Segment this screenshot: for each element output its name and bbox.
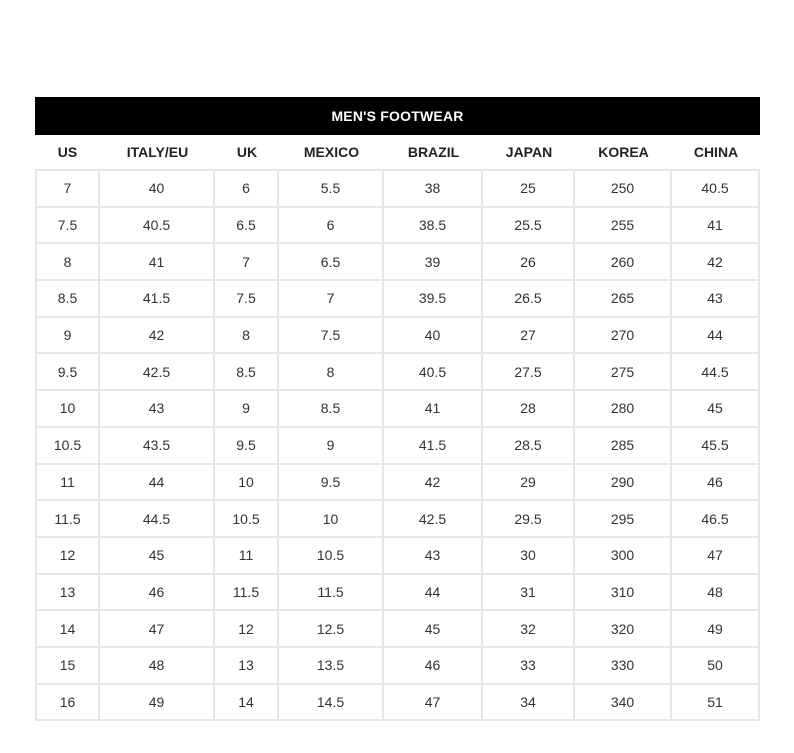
cell-china: 49 (672, 611, 760, 648)
cell-brazil: 39.5 (384, 281, 483, 318)
cell-uk: 11.5 (215, 575, 279, 612)
cell-mexico: 14.5 (279, 685, 384, 722)
cell-brazil: 46 (384, 648, 483, 685)
cell-brazil: 39 (384, 244, 483, 281)
cell-us: 8.5 (35, 281, 100, 318)
cell-china: 42 (672, 244, 760, 281)
cell-brazil: 41.5 (384, 428, 483, 465)
cell-brazil: 47 (384, 685, 483, 722)
header-italy-eu: ITALY/EU (126, 144, 189, 160)
cell-mexico: 13.5 (279, 648, 384, 685)
header-korea: KOREA (598, 144, 649, 160)
cell-china: 46 (672, 465, 760, 502)
cell-us: 11 (35, 465, 100, 502)
cell-brazil: 41 (384, 391, 483, 428)
cell-brazil: 38 (384, 169, 483, 208)
cell-korea: 290 (575, 465, 672, 502)
cell-mexico: 12.5 (279, 611, 384, 648)
cell-brazil: 40 (384, 318, 483, 355)
table-row (35, 538, 760, 575)
cell-china: 45.5 (672, 428, 760, 465)
cell-mexico: 5.5 (279, 169, 384, 208)
cell-italy-eu: 44.5 (100, 501, 215, 538)
cell-brazil: 45 (384, 611, 483, 648)
table-row (35, 281, 760, 318)
cell-china: 48 (672, 575, 760, 612)
cell-china: 40.5 (672, 169, 760, 208)
cell-italy-eu: 42.5 (100, 354, 215, 391)
cell-uk: 10 (215, 465, 279, 502)
cell-mexico: 6 (279, 208, 384, 245)
cell-italy-eu: 49 (100, 685, 215, 722)
cell-china: 47 (672, 538, 760, 575)
cell-korea: 285 (575, 428, 672, 465)
cell-china: 45 (672, 391, 760, 428)
cell-brazil: 42 (384, 465, 483, 502)
cell-italy-eu: 48 (100, 648, 215, 685)
cell-uk: 9 (215, 391, 279, 428)
cell-japan: 25.5 (483, 208, 575, 245)
cell-us: 14 (35, 611, 100, 648)
size-rows (35, 169, 760, 721)
size-table (35, 135, 760, 721)
cell-mexico: 10 (279, 501, 384, 538)
cell-japan: 30 (483, 538, 575, 575)
cell-italy-eu: 44 (100, 465, 215, 502)
cell-us: 11.5 (35, 501, 100, 538)
cell-us: 16 (35, 685, 100, 722)
cell-uk: 14 (215, 685, 279, 722)
table-row (35, 465, 760, 502)
cell-brazil: 40.5 (384, 354, 483, 391)
cell-mexico: 9 (279, 428, 384, 465)
cell-uk: 10.5 (215, 501, 279, 538)
chart-title: MEN'S FOOTWEAR (35, 97, 760, 135)
cell-japan: 27 (483, 318, 575, 355)
cell-japan: 28.5 (483, 428, 575, 465)
cell-mexico: 6.5 (279, 244, 384, 281)
cell-italy-eu: 43.5 (100, 428, 215, 465)
cell-us: 9.5 (35, 354, 100, 391)
cell-uk: 11 (215, 538, 279, 575)
cell-us: 9 (35, 318, 100, 355)
header-japan: JAPAN (505, 144, 553, 160)
table-row (35, 685, 760, 722)
cell-us: 12 (35, 538, 100, 575)
cell-uk: 6.5 (215, 208, 279, 245)
cell-korea: 260 (575, 244, 672, 281)
cell-mexico: 9.5 (279, 465, 384, 502)
table-row (35, 208, 760, 245)
header-us: US (57, 144, 78, 160)
cell-japan: 29.5 (483, 501, 575, 538)
table-row (35, 648, 760, 685)
cell-us: 7.5 (35, 208, 100, 245)
cell-korea: 300 (575, 538, 672, 575)
cell-korea: 295 (575, 501, 672, 538)
cell-uk: 7 (215, 244, 279, 281)
cell-uk: 8 (215, 318, 279, 355)
cell-china: 44.5 (672, 354, 760, 391)
cell-china: 51 (672, 685, 760, 722)
cell-uk: 8.5 (215, 354, 279, 391)
cell-us: 13 (35, 575, 100, 612)
table-row (35, 428, 760, 465)
size-chart (35, 97, 760, 721)
cell-china: 44 (672, 318, 760, 355)
cell-italy-eu: 43 (100, 391, 215, 428)
cell-japan: 29 (483, 465, 575, 502)
cell-japan: 32 (483, 611, 575, 648)
cell-korea: 340 (575, 685, 672, 722)
header-uk: UK (236, 144, 258, 160)
cell-italy-eu: 41.5 (100, 281, 215, 318)
cell-mexico: 10.5 (279, 538, 384, 575)
cell-italy-eu: 40.5 (100, 208, 215, 245)
table-row (35, 575, 760, 612)
cell-italy-eu: 45 (100, 538, 215, 575)
cell-korea: 265 (575, 281, 672, 318)
cell-italy-eu: 41 (100, 244, 215, 281)
cell-mexico: 7 (279, 281, 384, 318)
cell-japan: 26 (483, 244, 575, 281)
cell-japan: 27.5 (483, 354, 575, 391)
cell-brazil: 43 (384, 538, 483, 575)
cell-italy-eu: 47 (100, 611, 215, 648)
cell-brazil: 38.5 (384, 208, 483, 245)
table-row (35, 354, 760, 391)
cell-us: 8 (35, 244, 100, 281)
cell-us: 15 (35, 648, 100, 685)
cell-korea: 270 (575, 318, 672, 355)
cell-uk: 9.5 (215, 428, 279, 465)
cell-china: 41 (672, 208, 760, 245)
table-row (35, 169, 760, 208)
cell-us: 10 (35, 391, 100, 428)
cell-korea: 320 (575, 611, 672, 648)
cell-italy-eu: 46 (100, 575, 215, 612)
cell-uk: 7.5 (215, 281, 279, 318)
cell-korea: 275 (575, 354, 672, 391)
header-mexico: MEXICO (303, 144, 360, 160)
table-row (35, 611, 760, 648)
header-china: CHINA (693, 144, 739, 160)
cell-uk: 6 (215, 169, 279, 208)
cell-korea: 310 (575, 575, 672, 612)
header-row (35, 135, 760, 169)
cell-italy-eu: 40 (100, 169, 215, 208)
table-row (35, 318, 760, 355)
cell-korea: 255 (575, 208, 672, 245)
cell-japan: 33 (483, 648, 575, 685)
cell-us: 7 (35, 169, 100, 208)
cell-japan: 28 (483, 391, 575, 428)
cell-korea: 280 (575, 391, 672, 428)
cell-brazil: 42.5 (384, 501, 483, 538)
cell-china: 43 (672, 281, 760, 318)
cell-korea: 250 (575, 169, 672, 208)
cell-japan: 26.5 (483, 281, 575, 318)
cell-china: 50 (672, 648, 760, 685)
header-brazil: BRAZIL (407, 144, 460, 160)
cell-mexico: 8 (279, 354, 384, 391)
cell-mexico: 8.5 (279, 391, 384, 428)
table-row (35, 391, 760, 428)
cell-uk: 13 (215, 648, 279, 685)
cell-mexico: 7.5 (279, 318, 384, 355)
cell-mexico: 11.5 (279, 575, 384, 612)
cell-japan: 31 (483, 575, 575, 612)
cell-italy-eu: 42 (100, 318, 215, 355)
cell-korea: 330 (575, 648, 672, 685)
table-row (35, 501, 760, 538)
cell-uk: 12 (215, 611, 279, 648)
cell-japan: 25 (483, 169, 575, 208)
cell-us: 10.5 (35, 428, 100, 465)
table-row (35, 244, 760, 281)
cell-china: 46.5 (672, 501, 760, 538)
cell-brazil: 44 (384, 575, 483, 612)
cell-japan: 34 (483, 685, 575, 722)
